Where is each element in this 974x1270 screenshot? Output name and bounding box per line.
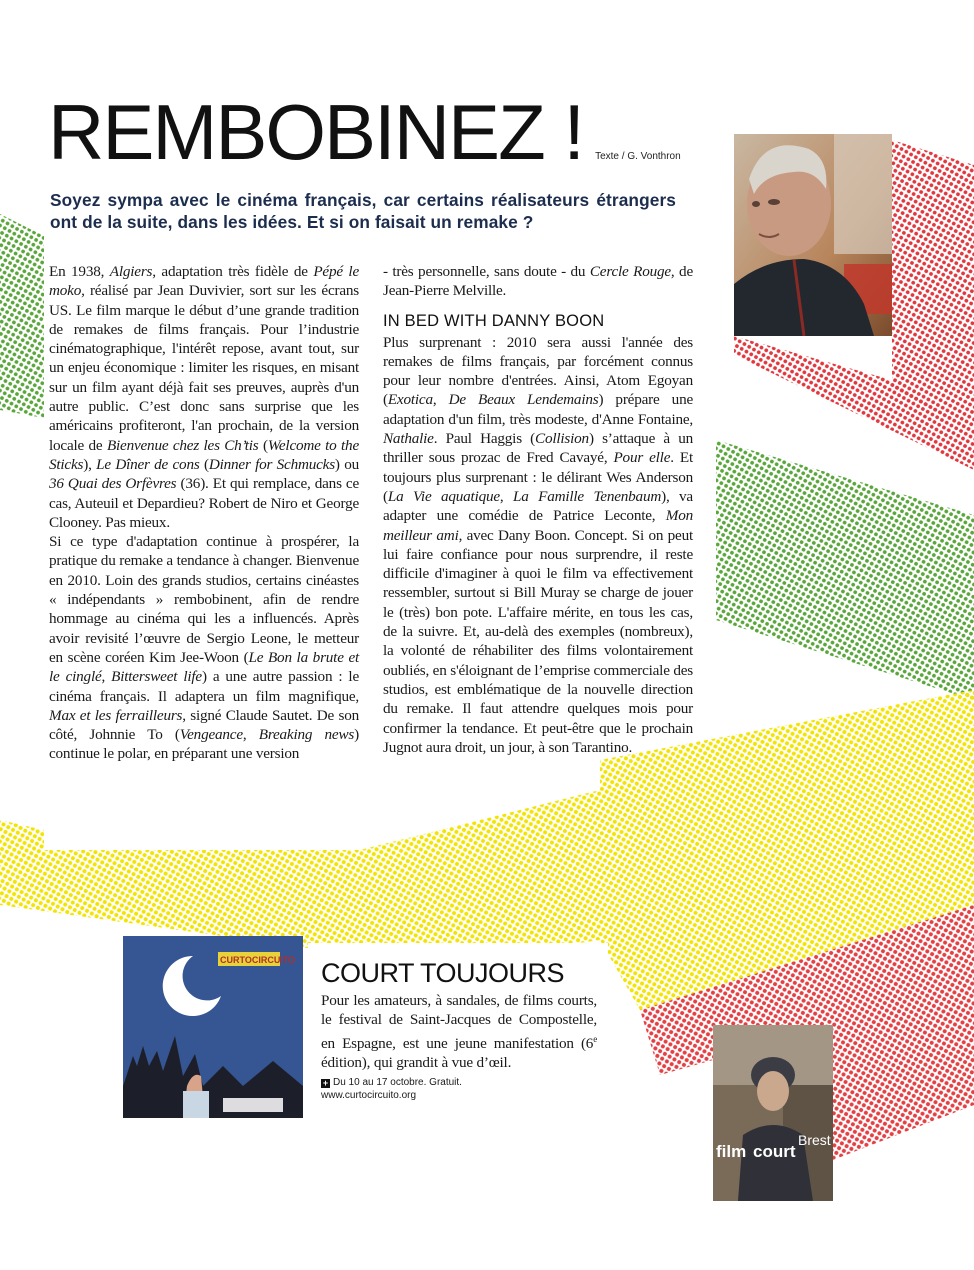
actor-photo xyxy=(734,134,892,336)
lede: Soyez sympa avec le cinéma français, car certains réalisateurs étrangers ont de la suite, dans les idées. Et si on faisait un remake ? xyxy=(50,190,676,232)
event-dates: Du 10 au 17 octobre. Gratuit. xyxy=(333,1077,462,1089)
website-link[interactable]: www.curtocircuito.org xyxy=(321,1090,417,1102)
poster-logo-city: Brest xyxy=(798,1132,831,1148)
poster-logo-film: film xyxy=(716,1142,747,1161)
poster-logo-court: court xyxy=(753,1142,796,1161)
top-red-band xyxy=(892,140,974,430)
plus-icon: + xyxy=(322,1078,329,1089)
paragraph: En 1938, Algiers, adaptation très fidèle de Pépé le moko, réalisé par Jean Duvivier, sort sur les écrans US. Le film marque le début d’une grande tradition de remakes de films français. Pour l’industrie cinématographique, l'intérêt repose, avant tout, sur un enjeu économique : limiter les risques, en misant sur un film ayant déjà fait ses preuves, auprès d'un autre public. C’est donc sans surprise que les américains profiteront, l'an prochain, de la version locale de Bienvenue chez les Ch’tis (Welcome to the Sticks), Le Dîner de cons (Dinner for Schmucks) ou 36 Quai des Orfèvres (36). Et qui remplace, dans ce cas, Auteuil et Depardieu? Robert de Niro et George Clooney. Pas mieux. xyxy=(49,263,359,531)
page-title: REMBOBINEZ ! xyxy=(48,88,584,176)
sidebar-text: Pour les amateurs, à sandales, de films courts, le festival de Saint-Jacques de Compostelle, en Espagne, est une jeune manifestation (6e édition), qui grandit à vue d’œil. xyxy=(321,992,597,1071)
film-court-poster xyxy=(713,1025,833,1201)
festival-poster xyxy=(123,936,303,1118)
green-band xyxy=(716,440,974,700)
paragraph: Plus surprenant : 2010 sera aussi l'année des remakes de films français, par forcément connus pour leur nombre d'entrées. Ainsi, Atom Egoyan (Exotica, De Beaux Lendemains) prépare une adaptation d'un film, très modeste, d'Anne Fontaine, Nathalie. Paul Haggis (Collision) s’attaque à un thriller sous prozac de Fred Cavayé, Pour elle. Et toujours plus surprenant : le délirant Wes Anderson (La Vie aquatique, La Famille Tenenbaum), va adapter une comédie de Patrice Leconte, Mon meilleur ami, avec Dany Boon. Concept. Si on peut lui faire confiance pour nous surprendre, il reste difficile d'imaginer à quoi le film va effectivement ressembler, surtout si Bill Muray se charge de jouer le (très) bon pote. L'affaire mérite, en tous les cas, de la suivre. Et, au-delà des exemples (nombreux), la volonté de réhabiliter des films volontairement oubliés, en s'éloignant de l’emprise commerciale des studios, est emblématique de la nouvelle direction du remake. Il faut attendre quelques mois pour confirmer la tendance. Et peut-être que le prochain Jugnot aura droit, un jour, à son Tarantino. xyxy=(383,333,694,756)
column-2 xyxy=(383,262,693,757)
sidebar-title: COURT TOUJOURS xyxy=(321,958,565,988)
paragraph: - très personnelle, sans doute - du Cercle Rouge, de Jean-Pierre Melville. xyxy=(383,263,693,300)
left-green-band xyxy=(0,214,44,418)
sidebar-court-toujours xyxy=(321,957,597,1102)
column-1 xyxy=(49,262,359,764)
subheading: IN BED WITH DANNY BOON xyxy=(383,311,605,330)
sidebar-info xyxy=(321,1076,597,1102)
paragraph: Si ce type d'adaptation continue à prospérer, la pratique du remake a tendance à changer. Bienvenue en 2010. Loin des grands studios, certains cinéastes « indépendants » rembobinent, afin de rendre hommage au cinéma qui les a influencés. Après avoir revisité l’œuvre de Sergio Leone, le metteur en scène coréen Kim Jee-Woon (Le Bon la brute et le cinglé, Bittersweet life) a une autre passion : le cinéma français. Il adaptera un film magnifique, Max et les ferrailleurs, signé Claude Sautet. De son côté, Johnnie To (Vengeance, Breaking news) continue le polar, en préparant une version xyxy=(49,533,360,763)
byline: Texte / G. Vonthron xyxy=(595,151,681,162)
title-block xyxy=(48,88,748,176)
poster-title: CURTOCIRCUITO xyxy=(220,955,296,965)
